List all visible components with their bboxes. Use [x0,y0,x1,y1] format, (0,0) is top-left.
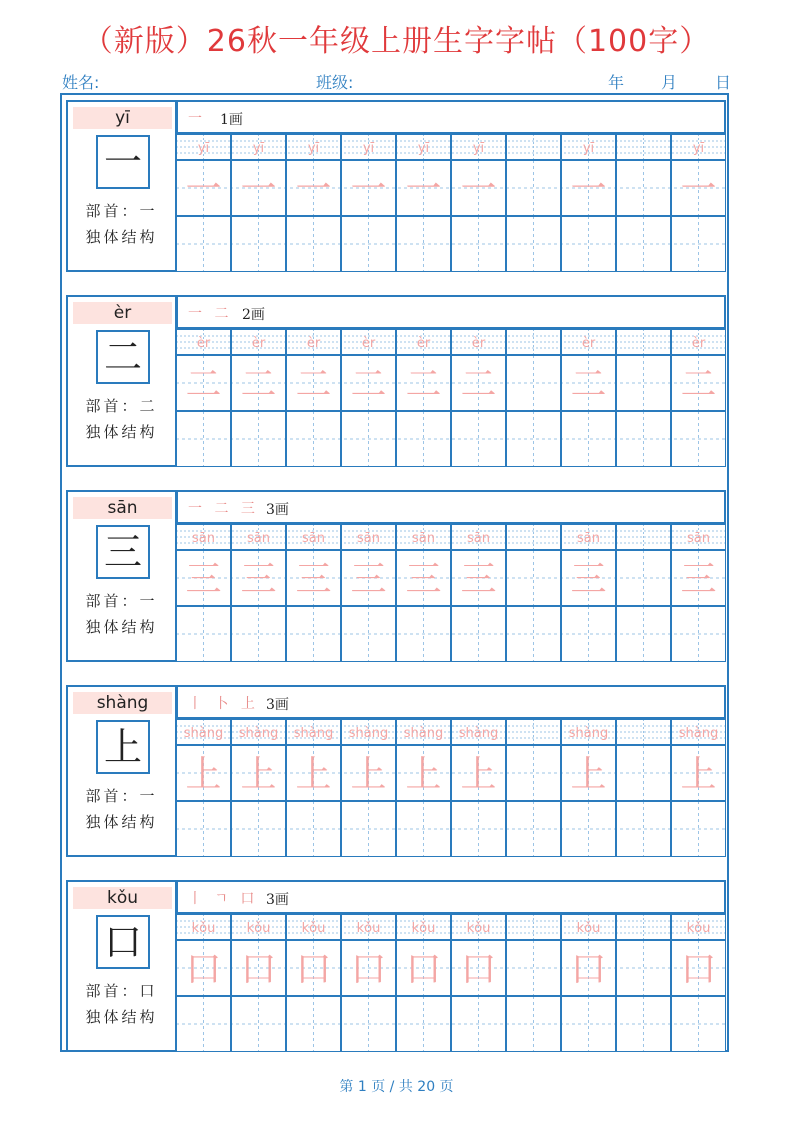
character-info-card [66,880,177,1052]
trace-pinyin: kǒu [411,921,436,936]
stroke-order: 一 [188,111,206,127]
trace-character: 口 [680,949,717,990]
trace-pinyin: èr [196,336,211,351]
character-info-card [66,295,177,467]
trace-character: 口 [460,949,497,990]
trace-pinyin: kǒu [191,921,216,936]
trace-character: 一 [185,169,222,210]
trace-pinyin: yī [582,141,595,156]
trace-character: 一 [570,169,607,210]
practice-grid[interactable] [176,134,726,272]
character-block [66,100,726,272]
trace-pinyin: kǒu [576,921,601,936]
trace-character: 二 [680,364,717,405]
trace-pinyin: sān [357,531,380,546]
trace-pinyin: shàng [183,726,224,741]
character-block [66,295,726,467]
trace-pinyin: èr [251,336,266,351]
trace-pinyin: yī [252,141,265,156]
radical-label: 部首：一 [85,202,158,220]
trace-character: 一 [295,169,332,210]
trace-pinyin: kǒu [301,921,326,936]
model-character: 二 [103,335,142,379]
stroke-order-bar [176,100,726,134]
model-character-box [96,135,150,189]
trace-character: 上 [185,754,222,795]
trace-character: 口 [295,949,332,990]
stroke-order-bar [176,880,726,914]
stroke-count: 3画 [266,697,289,713]
radical-label: 部首：二 [85,397,158,415]
trace-pinyin: sān [577,531,600,546]
trace-pinyin: èr [471,336,486,351]
pinyin-label: kǒu [73,887,172,909]
trace-pinyin: shàng [458,726,499,741]
trace-pinyin: shàng [238,726,279,741]
trace-pinyin: kǒu [686,921,711,936]
trace-pinyin: yī [362,141,375,156]
trace-pinyin: kǒu [246,921,271,936]
trace-character: 三 [185,559,222,600]
trace-character: 上 [295,754,332,795]
stroke-order-bar [176,490,726,524]
trace-pinyin: èr [416,336,431,351]
trace-character: 口 [350,949,387,990]
trace-pinyin: kǒu [356,921,381,936]
name-label: 姓名: [62,73,100,92]
stroke-order-bar [176,295,726,329]
trace-pinyin: yī [307,141,320,156]
trace-pinyin: èr [691,336,706,351]
model-character-box [96,330,150,384]
character-info-card [66,685,177,857]
pinyin-label: yī [73,107,172,129]
stroke-count: 3画 [266,892,289,908]
trace-pinyin: èr [581,336,596,351]
trace-character: 口 [570,949,607,990]
trace-pinyin: yī [692,141,705,156]
trace-character: 三 [350,559,387,600]
pinyin-label: shàng [73,692,172,714]
pinyin-label: sān [73,497,172,519]
trace-character: 二 [240,364,277,405]
trace-pinyin: yī [472,141,485,156]
trace-pinyin: shàng [293,726,334,741]
stroke-count: 2画 [242,307,265,323]
trace-character: 三 [405,559,442,600]
stroke-count: 1画 [220,112,243,128]
structure-label: 独体结构 [85,423,158,441]
stroke-order: 一 二 [188,306,233,322]
trace-pinyin: yī [197,141,210,156]
trace-pinyin: sān [412,531,435,546]
trace-character: 一 [350,169,387,210]
trace-character: 三 [680,559,717,600]
trace-character: 上 [680,754,717,795]
trace-character: 三 [570,559,607,600]
trace-character: 二 [460,364,497,405]
trace-character: 二 [185,364,222,405]
model-character: 口 [103,920,142,964]
character-info-card [66,100,177,272]
stroke-order: 丨 ㄱ 口 [188,891,259,907]
trace-character: 二 [405,364,442,405]
trace-character: 上 [460,754,497,795]
stroke-order: 一 二 三 [188,501,259,517]
structure-label: 独体结构 [85,228,158,246]
pinyin-label: èr [73,302,172,324]
trace-character: 一 [240,169,277,210]
month-label: 月 [661,73,678,92]
character-block [66,490,726,662]
trace-character: 上 [405,754,442,795]
trace-pinyin: sān [192,531,215,546]
structure-label: 独体结构 [85,1008,158,1026]
stroke-order: 丨 卜 上 [188,696,259,712]
practice-grid[interactable] [176,329,726,467]
trace-character: 一 [405,169,442,210]
trace-character: 一 [680,169,717,210]
character-info-card [66,490,177,662]
trace-pinyin: kǒu [466,921,491,936]
radical-label: 部首：一 [85,787,158,805]
trace-character: 口 [405,949,442,990]
trace-pinyin: sān [467,531,490,546]
model-character: 三 [103,530,142,574]
trace-pinyin: yī [417,141,430,156]
trace-character: 三 [240,559,277,600]
practice-grid[interactable] [176,524,726,662]
trace-character: 二 [295,364,332,405]
model-character: 上 [103,725,142,769]
model-character-box [96,525,150,579]
trace-pinyin: shàng [678,726,719,741]
trace-character: 二 [350,364,387,405]
class-label: 班级: [316,73,354,92]
structure-label: 独体结构 [85,618,158,636]
trace-character: 上 [240,754,277,795]
trace-pinyin: shàng [568,726,609,741]
trace-character: 二 [570,364,607,405]
model-character-box [96,720,150,774]
trace-pinyin: èr [361,336,376,351]
trace-character: 三 [295,559,332,600]
trace-character: 口 [185,949,222,990]
page-footer: 第 1 页 / 共 20 页 [339,1079,454,1095]
trace-pinyin: sān [247,531,270,546]
character-block [66,880,726,1052]
stroke-count: 3画 [266,502,289,518]
trace-character: 口 [240,949,277,990]
practice-grid[interactable] [176,914,726,1052]
trace-character: 上 [350,754,387,795]
trace-pinyin: èr [306,336,321,351]
trace-pinyin: sān [687,531,710,546]
trace-pinyin: sān [302,531,325,546]
trace-character: 一 [460,169,497,210]
model-character: 一 [103,140,142,184]
trace-character: 上 [570,754,607,795]
day-label: 日 [715,73,732,92]
model-character-box [96,915,150,969]
character-block [66,685,726,857]
radical-label: 部首：一 [85,592,158,610]
practice-grid[interactable] [176,719,726,857]
year-label: 年 [608,73,625,92]
trace-pinyin: shàng [348,726,389,741]
trace-pinyin: shàng [403,726,444,741]
page-title: （新版）26秋一年级上册生字字帖（100字） [82,24,711,59]
stroke-order-bar [176,685,726,719]
trace-character: 三 [460,559,497,600]
structure-label: 独体结构 [85,813,158,831]
radical-label: 部首：口 [85,982,158,1000]
